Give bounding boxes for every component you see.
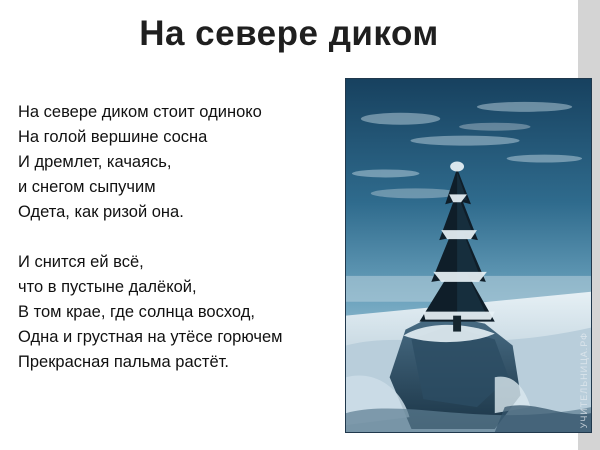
poem-line: И снится ей всё,: [18, 253, 144, 271]
poem-line: И дремлет, качаясь,: [18, 153, 172, 171]
poem-line: На севере диком стоит одиноко: [18, 103, 262, 121]
poem-text: [18, 100, 338, 400]
poem-line: В том крае, где солнца восход,: [18, 303, 255, 321]
poem-line: На голой вершине сосна: [18, 128, 208, 146]
watermark-label: УЧИТЕЛЬНИЦА.РФ: [579, 331, 589, 428]
poem-line: и снегом сыпучим: [18, 178, 156, 196]
poem-line: Одна и грустная на утёсе горючем: [18, 328, 283, 346]
poem-line: что в пустыне далёкой,: [18, 278, 197, 296]
illustration-image: [345, 78, 592, 433]
poem-line: Прекрасная пальма растёт.: [18, 353, 229, 371]
painting-svg: [346, 79, 591, 432]
poem-stanza: [18, 250, 338, 375]
poem-stanza: [18, 100, 338, 225]
poem-line: Одета, как ризой она.: [18, 203, 184, 221]
page-title: На севере диком: [139, 14, 439, 53]
